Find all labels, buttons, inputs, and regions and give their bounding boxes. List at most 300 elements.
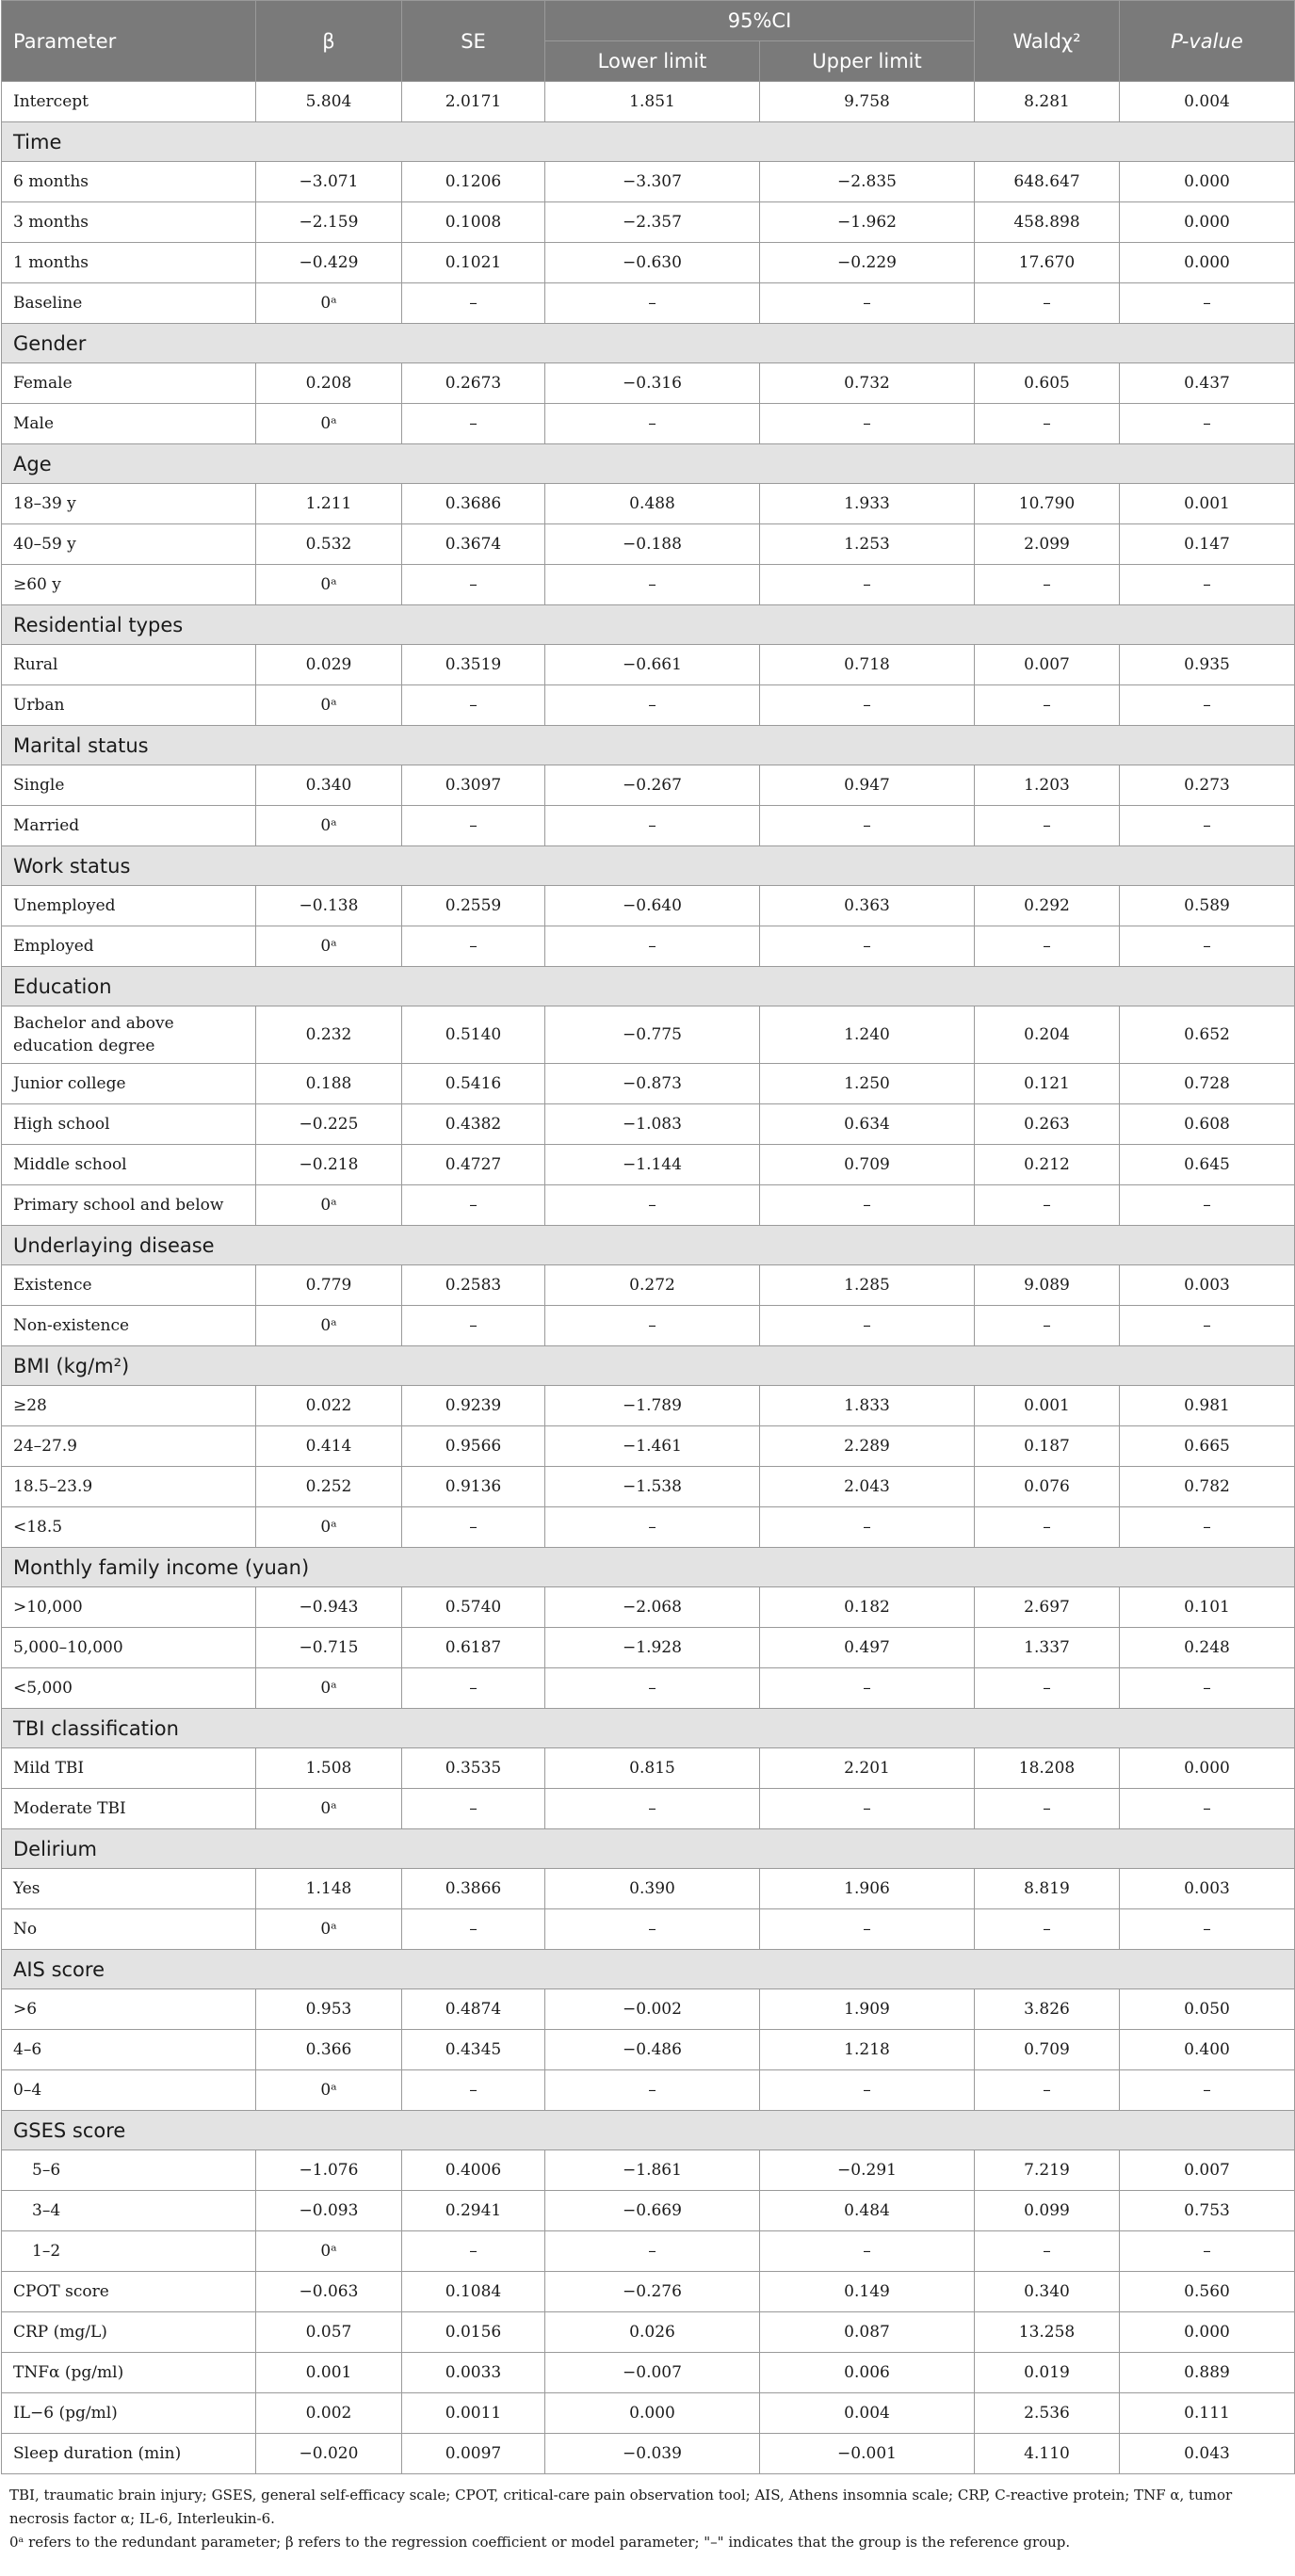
- table-row: [2, 1145, 1295, 1185]
- wald-cell: 0.121: [975, 1064, 1120, 1104]
- p-value-cell: –: [1120, 1668, 1295, 1709]
- parameter-cell: 0–4: [2, 2070, 256, 2111]
- table-row: [2, 1006, 1295, 1064]
- parameter-cell: Primary school and below: [2, 1185, 256, 1226]
- se-cell: 0.2673: [402, 363, 545, 404]
- upper-limit-cell: –: [760, 806, 975, 846]
- parameter-cell: <18.5: [2, 1507, 256, 1548]
- upper-limit-cell: 0.087: [760, 2312, 975, 2353]
- lower-limit-cell: –: [545, 2070, 760, 2111]
- wald-cell: 0.001: [975, 1386, 1120, 1426]
- lower-limit-cell: −0.276: [545, 2272, 760, 2312]
- parameter-cell: IL−6 (pg/ml): [2, 2393, 256, 2434]
- beta-cell: 0ᵃ: [256, 2231, 402, 2272]
- wald-cell: 10.790: [975, 484, 1120, 524]
- table-row: [2, 1426, 1295, 1467]
- header-wald: Waldχ²: [975, 1, 1120, 82]
- upper-limit-cell: −0.229: [760, 243, 975, 283]
- table-row: [2, 1869, 1295, 1909]
- section-label: GSES score: [2, 2111, 1295, 2150]
- beta-cell: 0ᵃ: [256, 1909, 402, 1950]
- parameter-cell: Middle school: [2, 1145, 256, 1185]
- lower-limit-cell: −1.538: [545, 1467, 760, 1507]
- upper-limit-cell: −1.962: [760, 202, 975, 243]
- lower-limit-cell: –: [545, 1789, 760, 1829]
- upper-limit-cell: –: [760, 685, 975, 726]
- se-cell: 0.5740: [402, 1587, 545, 1628]
- lower-limit-cell: −1.083: [545, 1104, 760, 1145]
- beta-cell: 0.532: [256, 524, 402, 565]
- upper-limit-cell: –: [760, 1789, 975, 1829]
- header-parameter: Parameter: [2, 1, 256, 82]
- section-label: Monthly family income (yuan): [2, 1548, 1295, 1587]
- parameter-cell: Female: [2, 363, 256, 404]
- lower-limit-cell: 1.851: [545, 82, 760, 122]
- upper-limit-cell: 0.004: [760, 2393, 975, 2434]
- wald-cell: 0.187: [975, 1426, 1120, 1467]
- beta-cell: 0.953: [256, 1989, 402, 2030]
- beta-cell: −0.218: [256, 1145, 402, 1185]
- table-row: [2, 1064, 1295, 1104]
- se-cell: 0.2941: [402, 2191, 545, 2231]
- table-row: [2, 1467, 1295, 1507]
- table-row: [2, 2191, 1295, 2231]
- beta-cell: 0ᵃ: [256, 1306, 402, 1346]
- wald-cell: 2.099: [975, 524, 1120, 565]
- table-row: [2, 1628, 1295, 1668]
- beta-cell: −0.063: [256, 2272, 402, 2312]
- section-label: AIS score: [2, 1950, 1295, 1989]
- table-row: [2, 2150, 1295, 2191]
- beta-cell: 0.232: [256, 1006, 402, 1064]
- beta-cell: −1.076: [256, 2150, 402, 2191]
- upper-limit-cell: –: [760, 2231, 975, 2272]
- beta-cell: 0ᵃ: [256, 806, 402, 846]
- p-value-cell: 0.753: [1120, 2191, 1295, 2231]
- section-label: Gender: [2, 324, 1295, 363]
- se-cell: –: [402, 1185, 545, 1226]
- upper-limit-cell: 0.947: [760, 765, 975, 806]
- parameter-cell: Non-existence: [2, 1306, 256, 1346]
- upper-limit-cell: 0.363: [760, 886, 975, 926]
- lower-limit-cell: 0.488: [545, 484, 760, 524]
- lower-limit-cell: −3.307: [545, 162, 760, 202]
- beta-cell: −3.071: [256, 162, 402, 202]
- p-value-cell: 0.003: [1120, 1869, 1295, 1909]
- wald-cell: 13.258: [975, 2312, 1120, 2353]
- section-label: TBI classification: [2, 1709, 1295, 1748]
- se-cell: 0.5140: [402, 1006, 545, 1064]
- section-row: [2, 1709, 1295, 1748]
- p-value-cell: 0.728: [1120, 1064, 1295, 1104]
- section-label: Marital status: [2, 726, 1295, 765]
- p-value-cell: 0.400: [1120, 2030, 1295, 2070]
- lower-limit-cell: −1.861: [545, 2150, 760, 2191]
- wald-cell: 0.007: [975, 645, 1120, 685]
- beta-cell: 5.804: [256, 82, 402, 122]
- beta-cell: 0.188: [256, 1064, 402, 1104]
- table-row: [2, 1668, 1295, 1709]
- parameter-cell: Male: [2, 404, 256, 444]
- se-cell: 0.2559: [402, 886, 545, 926]
- beta-cell: 1.508: [256, 1748, 402, 1789]
- p-value-cell: 0.000: [1120, 162, 1295, 202]
- footnote-legend: 0ᵃ refers to the redundant parameter; β refers to the regression coefficient or model parameter; "–" indicates that the group is the reference group.: [9, 2534, 1071, 2551]
- se-cell: 0.3686: [402, 484, 545, 524]
- parameter-cell: 3–4: [2, 2191, 256, 2231]
- p-value-cell: –: [1120, 2231, 1295, 2272]
- lower-limit-cell: −0.002: [545, 1989, 760, 2030]
- wald-cell: 8.819: [975, 1869, 1120, 1909]
- p-value-cell: –: [1120, 565, 1295, 605]
- p-value-cell: 0.004: [1120, 82, 1295, 122]
- header-95ci: 95%CI: [545, 1, 975, 41]
- parameter-cell: Single: [2, 765, 256, 806]
- p-value-cell: 0.273: [1120, 765, 1295, 806]
- wald-cell: –: [975, 404, 1120, 444]
- se-cell: –: [402, 283, 545, 324]
- table-row: [2, 2312, 1295, 2353]
- lower-limit-cell: –: [545, 404, 760, 444]
- se-cell: –: [402, 1306, 545, 1346]
- p-value-cell: 0.007: [1120, 2150, 1295, 2191]
- upper-limit-cell: –: [760, 1668, 975, 1709]
- table-row: [2, 484, 1295, 524]
- beta-cell: 0.779: [256, 1265, 402, 1306]
- p-value-cell: 0.981: [1120, 1386, 1295, 1426]
- section-row: [2, 324, 1295, 363]
- wald-cell: –: [975, 1909, 1120, 1950]
- header-upper-limit: Upper limit: [760, 41, 975, 82]
- beta-cell: 0ᵃ: [256, 565, 402, 605]
- wald-cell: 18.208: [975, 1748, 1120, 1789]
- wald-cell: –: [975, 1668, 1120, 1709]
- se-cell: 0.1084: [402, 2272, 545, 2312]
- p-value-cell: 0.000: [1120, 202, 1295, 243]
- table-row: [2, 283, 1295, 324]
- upper-limit-cell: 0.732: [760, 363, 975, 404]
- wald-cell: 0.605: [975, 363, 1120, 404]
- lower-limit-cell: 0.272: [545, 1265, 760, 1306]
- table-row: [2, 685, 1295, 726]
- lower-limit-cell: −0.039: [545, 2434, 760, 2474]
- upper-limit-cell: 1.218: [760, 2030, 975, 2070]
- beta-cell: 0ᵃ: [256, 926, 402, 967]
- table-row: [2, 202, 1295, 243]
- wald-cell: 3.826: [975, 1989, 1120, 2030]
- se-cell: 0.5416: [402, 1064, 545, 1104]
- table-footnotes: [0, 2474, 1295, 2554]
- p-value-cell: –: [1120, 283, 1295, 324]
- section-row: [2, 846, 1295, 886]
- parameter-cell: No: [2, 1909, 256, 1950]
- se-cell: 0.3535: [402, 1748, 545, 1789]
- wald-cell: 0.263: [975, 1104, 1120, 1145]
- table-row: [2, 243, 1295, 283]
- header-se: SE: [402, 1, 545, 82]
- p-value-cell: –: [1120, 685, 1295, 726]
- se-cell: 0.3866: [402, 1869, 545, 1909]
- wald-cell: 0.212: [975, 1145, 1120, 1185]
- parameter-cell: Urban: [2, 685, 256, 726]
- wald-cell: 0.204: [975, 1006, 1120, 1064]
- wald-cell: –: [975, 806, 1120, 846]
- parameter-cell: Employed: [2, 926, 256, 967]
- lower-limit-cell: –: [545, 1668, 760, 1709]
- wald-cell: 0.019: [975, 2353, 1120, 2393]
- beta-cell: 1.148: [256, 1869, 402, 1909]
- table-row: [2, 1909, 1295, 1950]
- wald-cell: 0.340: [975, 2272, 1120, 2312]
- p-value-cell: 0.101: [1120, 1587, 1295, 1628]
- se-cell: 0.9136: [402, 1467, 545, 1507]
- table-row: [2, 2353, 1295, 2393]
- wald-cell: –: [975, 2231, 1120, 2272]
- table-body: [2, 82, 1295, 2474]
- se-cell: 0.0011: [402, 2393, 545, 2434]
- beta-cell: 0ᵃ: [256, 404, 402, 444]
- p-value-cell: 0.001: [1120, 484, 1295, 524]
- upper-limit-cell: 1.250: [760, 1064, 975, 1104]
- table-row: [2, 2434, 1295, 2474]
- p-value-cell: 0.147: [1120, 524, 1295, 565]
- table-row: [2, 2272, 1295, 2312]
- p-value-cell: –: [1120, 2070, 1295, 2111]
- beta-cell: 0.057: [256, 2312, 402, 2353]
- p-value-cell: 0.782: [1120, 1467, 1295, 1507]
- parameter-cell: <5,000: [2, 1668, 256, 1709]
- se-cell: –: [402, 926, 545, 967]
- beta-cell: 0.414: [256, 1426, 402, 1467]
- parameter-cell: Unemployed: [2, 886, 256, 926]
- se-cell: –: [402, 806, 545, 846]
- parameter-cell: 6 months: [2, 162, 256, 202]
- beta-cell: 0.340: [256, 765, 402, 806]
- p-value-cell: –: [1120, 926, 1295, 967]
- beta-cell: 0.001: [256, 2353, 402, 2393]
- beta-cell: 0.252: [256, 1467, 402, 1507]
- parameter-cell: 4–6: [2, 2030, 256, 2070]
- se-cell: 0.9566: [402, 1426, 545, 1467]
- p-value-cell: 0.889: [1120, 2353, 1295, 2393]
- section-row: [2, 444, 1295, 484]
- parameter-cell: Moderate TBI: [2, 1789, 256, 1829]
- upper-limit-cell: –: [760, 926, 975, 967]
- wald-cell: 17.670: [975, 243, 1120, 283]
- wald-cell: 7.219: [975, 2150, 1120, 2191]
- wald-cell: 0.292: [975, 886, 1120, 926]
- parameter-cell: >10,000: [2, 1587, 256, 1628]
- lower-limit-cell: −0.316: [545, 363, 760, 404]
- wald-cell: 1.203: [975, 765, 1120, 806]
- lower-limit-cell: –: [545, 685, 760, 726]
- section-label: BMI (kg/m²): [2, 1346, 1295, 1386]
- table-row: [2, 886, 1295, 926]
- upper-limit-cell: 0.149: [760, 2272, 975, 2312]
- upper-limit-cell: 2.201: [760, 1748, 975, 1789]
- parameter-cell: 18–39 y: [2, 484, 256, 524]
- p-value-cell: 0.043: [1120, 2434, 1295, 2474]
- se-cell: 0.1021: [402, 243, 545, 283]
- beta-cell: −0.138: [256, 886, 402, 926]
- se-cell: –: [402, 565, 545, 605]
- lower-limit-cell: −0.188: [545, 524, 760, 565]
- wald-cell: 458.898: [975, 202, 1120, 243]
- se-cell: 0.4345: [402, 2030, 545, 2070]
- section-label: Education: [2, 967, 1295, 1006]
- lower-limit-cell: −2.357: [545, 202, 760, 243]
- upper-limit-cell: 0.484: [760, 2191, 975, 2231]
- p-value-cell: 0.589: [1120, 886, 1295, 926]
- p-value-cell: 0.003: [1120, 1265, 1295, 1306]
- section-label: Underlaying disease: [2, 1226, 1295, 1265]
- lower-limit-cell: –: [545, 1507, 760, 1548]
- table-row: [2, 765, 1295, 806]
- parameter-cell: 18.5–23.9: [2, 1467, 256, 1507]
- upper-limit-cell: 0.006: [760, 2353, 975, 2393]
- parameter-cell: Married: [2, 806, 256, 846]
- se-cell: 0.4874: [402, 1989, 545, 2030]
- beta-cell: −0.715: [256, 1628, 402, 1668]
- parameter-cell: ≥28: [2, 1386, 256, 1426]
- section-row: [2, 726, 1295, 765]
- p-value-cell: –: [1120, 1306, 1295, 1346]
- table-row: [2, 1789, 1295, 1829]
- upper-limit-cell: 1.933: [760, 484, 975, 524]
- lower-limit-cell: –: [545, 926, 760, 967]
- parameter-cell: 24–27.9: [2, 1426, 256, 1467]
- se-cell: 0.0033: [402, 2353, 545, 2393]
- parameter-cell: 1–2: [2, 2231, 256, 2272]
- upper-limit-cell: 1.240: [760, 1006, 975, 1064]
- wald-cell: 2.536: [975, 2393, 1120, 2434]
- parameter-cell: 5,000–10,000: [2, 1628, 256, 1668]
- parameter-cell: Junior college: [2, 1064, 256, 1104]
- table-row: [2, 404, 1295, 444]
- wald-cell: 1.337: [975, 1628, 1120, 1668]
- parameter-cell: Rural: [2, 645, 256, 685]
- wald-cell: 4.110: [975, 2434, 1120, 2474]
- upper-limit-cell: –: [760, 1306, 975, 1346]
- upper-limit-cell: 1.285: [760, 1265, 975, 1306]
- se-cell: –: [402, 1789, 545, 1829]
- se-cell: –: [402, 2231, 545, 2272]
- beta-cell: −0.093: [256, 2191, 402, 2231]
- lower-limit-cell: –: [545, 283, 760, 324]
- upper-limit-cell: –: [760, 1909, 975, 1950]
- table-row: [2, 82, 1295, 122]
- table-row: [2, 1386, 1295, 1426]
- table-row: [2, 1185, 1295, 1226]
- section-row: [2, 605, 1295, 645]
- se-cell: 0.1008: [402, 202, 545, 243]
- se-cell: 0.9239: [402, 1386, 545, 1426]
- section-row: [2, 1548, 1295, 1587]
- upper-limit-cell: 1.909: [760, 1989, 975, 2030]
- wald-cell: 2.697: [975, 1587, 1120, 1628]
- beta-cell: −2.159: [256, 202, 402, 243]
- se-cell: 0.6187: [402, 1628, 545, 1668]
- se-cell: –: [402, 1909, 545, 1950]
- p-value-cell: –: [1120, 404, 1295, 444]
- lower-limit-cell: −1.789: [545, 1386, 760, 1426]
- se-cell: 2.0171: [402, 82, 545, 122]
- parameter-cell: CPOT score: [2, 2272, 256, 2312]
- se-cell: 0.3674: [402, 524, 545, 565]
- table-row: [2, 1989, 1295, 2030]
- se-cell: 0.1206: [402, 162, 545, 202]
- table-header: [2, 1, 1295, 82]
- parameter-cell: Yes: [2, 1869, 256, 1909]
- upper-limit-cell: 0.497: [760, 1628, 975, 1668]
- upper-limit-cell: –: [760, 404, 975, 444]
- upper-limit-cell: –: [760, 1507, 975, 1548]
- table-row: [2, 1507, 1295, 1548]
- lower-limit-cell: −0.640: [545, 886, 760, 926]
- section-row: [2, 122, 1295, 162]
- parameter-cell: Intercept: [2, 82, 256, 122]
- regression-table: [1, 0, 1295, 2474]
- header-p-value: [1120, 1, 1295, 82]
- p-value-cell: –: [1120, 1507, 1295, 1548]
- beta-cell: −0.020: [256, 2434, 402, 2474]
- se-cell: 0.3097: [402, 765, 545, 806]
- section-row: [2, 1226, 1295, 1265]
- table-row: [2, 1748, 1295, 1789]
- parameter-cell: Sleep duration (min): [2, 2434, 256, 2474]
- wald-cell: –: [975, 1306, 1120, 1346]
- table-row: [2, 2070, 1295, 2111]
- beta-cell: 0.366: [256, 2030, 402, 2070]
- upper-limit-cell: −0.291: [760, 2150, 975, 2191]
- parameter-cell: ≥60 y: [2, 565, 256, 605]
- table-row: [2, 645, 1295, 685]
- table-row: [2, 2030, 1295, 2070]
- beta-cell: 0ᵃ: [256, 1789, 402, 1829]
- table-row: [2, 1104, 1295, 1145]
- lower-limit-cell: 0.000: [545, 2393, 760, 2434]
- wald-cell: –: [975, 283, 1120, 324]
- p-value-cell: 0.248: [1120, 1628, 1295, 1668]
- wald-cell: 648.647: [975, 162, 1120, 202]
- section-row: [2, 967, 1295, 1006]
- section-label: Time: [2, 122, 1295, 162]
- upper-limit-cell: 1.833: [760, 1386, 975, 1426]
- lower-limit-cell: −0.630: [545, 243, 760, 283]
- table-row: [2, 926, 1295, 967]
- footnote-abbreviations: TBI, traumatic brain injury; GSES, general self-efficacy scale; CPOT, critical-care pain observation tool; AIS, Athens insomnia scale; CRP, C-reactive protein; TNF α, tumor necrosis factor α; IL-6, Interleukin-6.: [9, 2487, 1233, 2527]
- upper-limit-cell: 0.709: [760, 1145, 975, 1185]
- lower-limit-cell: −0.486: [545, 2030, 760, 2070]
- upper-limit-cell: −0.001: [760, 2434, 975, 2474]
- beta-cell: 0ᵃ: [256, 1507, 402, 1548]
- wald-cell: 0.099: [975, 2191, 1120, 2231]
- header-beta: β: [256, 1, 402, 82]
- p-value-cell: 0.050: [1120, 1989, 1295, 2030]
- beta-cell: 0.208: [256, 363, 402, 404]
- upper-limit-cell: −2.835: [760, 162, 975, 202]
- beta-cell: 0ᵃ: [256, 1185, 402, 1226]
- parameter-cell: 5–6: [2, 2150, 256, 2191]
- lower-limit-cell: 0.815: [545, 1748, 760, 1789]
- beta-cell: −0.429: [256, 243, 402, 283]
- beta-cell: −0.225: [256, 1104, 402, 1145]
- table-row: [2, 2231, 1295, 2272]
- beta-cell: 0ᵃ: [256, 1668, 402, 1709]
- upper-limit-cell: 0.634: [760, 1104, 975, 1145]
- p-value-cell: –: [1120, 1185, 1295, 1226]
- p-value-cell: 0.437: [1120, 363, 1295, 404]
